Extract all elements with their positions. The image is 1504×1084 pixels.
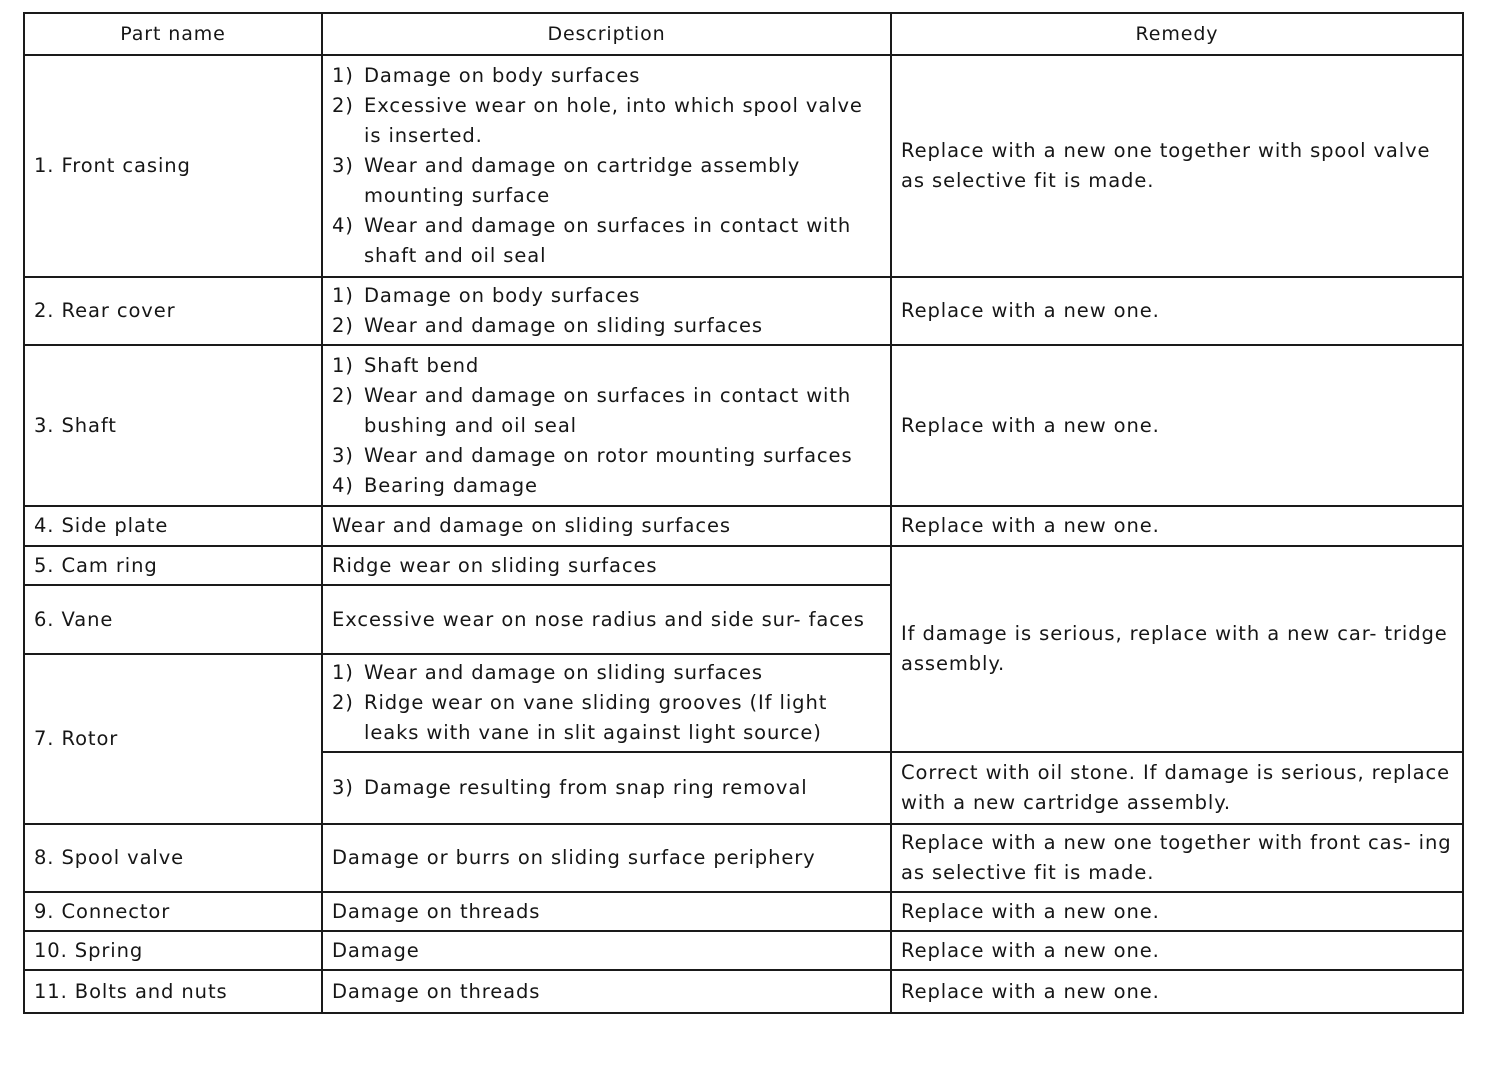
description-cell: Wear and damage on sliding surfaces (322, 506, 891, 546)
description-list (332, 351, 881, 501)
description-item: 3) Wear and damage on rotor mounting surfaces (332, 443, 853, 467)
remedy-cell: Replace with a new one. (891, 277, 1463, 345)
description-list (332, 773, 881, 803)
remedy-cell: Replace with a new one together with spool valve as selective fit is made. (891, 55, 1463, 277)
description-cell: Damage on threads (322, 892, 891, 931)
remedy-cell: Replace with a new one. (891, 345, 1463, 506)
part-name-cell: 8. Spool valve (24, 824, 322, 892)
table-row (24, 824, 1463, 892)
remedy-cell: Correct with oil stone. If damage is serious, replace with a new cartridge assembly. (891, 752, 1463, 824)
description-list (332, 658, 881, 748)
description-item: 2) Wear and damage on surfaces in contact with bushing and oil seal (332, 383, 852, 437)
table-row (24, 931, 1463, 970)
description-cell (322, 55, 891, 277)
part-name-cell: 11. Bolts and nuts (24, 970, 322, 1013)
inspection-table (23, 12, 1464, 1014)
description-cell (322, 654, 891, 752)
table-row (24, 345, 1463, 506)
description-item: 4) Bearing damage (332, 473, 538, 497)
description-cell: Damage on threads (322, 970, 891, 1013)
header-remedy: Remedy (891, 13, 1463, 55)
part-name-cell: 1. Front casing (24, 55, 322, 277)
header-part-name: Part name (24, 13, 322, 55)
description-cell (322, 345, 891, 506)
description-list (332, 61, 881, 271)
description-item: 4) Wear and damage on surfaces in contact with shaft and oil seal (332, 214, 852, 267)
header-row (24, 13, 1463, 55)
header-description: Description (322, 13, 891, 55)
description-cell: Damage or burrs on sliding surface periphery (322, 824, 891, 892)
description-item: 1) Damage on body surfaces (332, 284, 641, 307)
remedy-cell-shared: If damage is serious, replace with a new car- tridge assembly. (891, 546, 1463, 752)
description-cell: Ridge wear on sliding surfaces (322, 546, 891, 585)
remedy-cell: Replace with a new one. (891, 892, 1463, 931)
table-row (24, 277, 1463, 345)
remedy-cell: Replace with a new one. (891, 970, 1463, 1013)
table-row (24, 546, 1463, 585)
table-row (24, 506, 1463, 546)
table-row (24, 892, 1463, 931)
description-cell (322, 277, 891, 345)
remedy-cell: Replace with a new one. (891, 931, 1463, 970)
description-item: 3) Damage resulting from snap ring removal (332, 776, 808, 799)
description-item: 3) Wear and damage on cartridge assembly mounting surface (332, 154, 801, 207)
part-name-cell: 10. Spring (24, 931, 322, 970)
description-item: 2) Wear and damage on sliding surfaces (332, 314, 763, 337)
table-row (24, 55, 1463, 277)
part-name-cell: 2. Rear cover (24, 277, 322, 345)
part-name-cell: 9. Connector (24, 892, 322, 931)
part-name-cell: 7. Rotor (24, 654, 322, 824)
part-name-cell: 4. Side plate (24, 506, 322, 546)
description-item: 2) Ridge wear on vane sliding grooves (If light leaks with vane in slit against light source) (332, 691, 828, 744)
part-name-cell: 6. Vane (24, 585, 322, 654)
remedy-cell: Replace with a new one. (891, 506, 1463, 546)
description-item: 1) Damage on body surfaces (332, 64, 641, 87)
description-cell (322, 752, 891, 824)
description-item: 1) Shaft bend (332, 353, 480, 377)
description-cell: Damage (322, 931, 891, 970)
description-item: 2) Excessive wear on hole, into which spool valve is inserted. (332, 94, 863, 147)
remedy-cell: Replace with a new one together with front cas- ing as selective fit is made. (891, 824, 1463, 892)
description-list (332, 281, 881, 341)
part-name-cell: 3. Shaft (24, 345, 322, 506)
description-item: 1) Wear and damage on sliding surfaces (332, 661, 763, 684)
table-row (24, 970, 1463, 1013)
part-name-cell: 5. Cam ring (24, 546, 322, 585)
description-cell: Excessive wear on nose radius and side sur- faces (322, 585, 891, 654)
